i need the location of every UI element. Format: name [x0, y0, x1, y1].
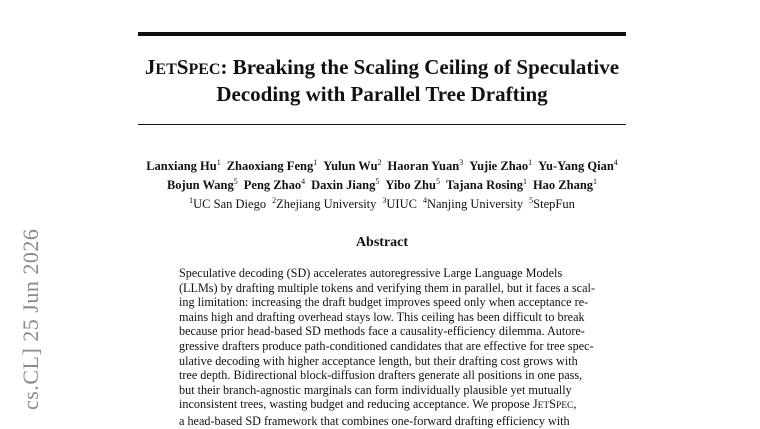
abstract-line: tree depth. Bidirectional block-diffusion drafters generate all positions in one pass,: [179, 368, 583, 383]
affiliation: $^2$Zhejiang University: [272, 196, 377, 212]
affiliation: $^4$Nanjing University: [422, 196, 524, 212]
author-name: Haoran Yuan$^3$: [387, 158, 464, 174]
title-line-1: JETSPEC: Breaking the Scaling Ceiling of Speculative: [144, 55, 620, 79]
author-name: Yibo Zhu$^5$: [385, 177, 440, 193]
affiliation: $^5$StepFun: [529, 196, 575, 212]
affiliation: $^3$UIUC: [382, 196, 417, 212]
abstract-line: but their branch-agnostic marginals can form individually plausible yet mutually: [179, 382, 572, 397]
affiliation-row: [120, 193, 644, 212]
author-block: [120, 155, 644, 212]
abstract-line: Speculative decoding (SD) accelerates autoregressive Large Language Models: [179, 266, 563, 280]
abstract-line: ulative decoding with higher acceptance length, but their drafting cost grows with: [179, 353, 578, 368]
author-name: Peng Zhao$^4$: [243, 177, 306, 193]
method-name: JETSPEC: [144, 55, 221, 79]
author-name: Daxin Jiang$^5$: [311, 177, 380, 193]
author-name: Lanxiang Hu$^1$: [146, 158, 221, 174]
abstract-body: [179, 266, 595, 429]
abstract-line: mains high and drafting overhead stays low. This ceiling has been difficult to break: [179, 309, 585, 324]
abstract-line-partial: a head-based SD framework that combines one-forward drafting efficiency with: [179, 413, 570, 428]
title-top-rule: [138, 32, 626, 36]
author-name: Yulun Wu$^2$: [323, 158, 382, 174]
author-name: Yu-Yang Qian$^4$: [538, 158, 618, 174]
abstract-line: ing limitation: increasing the draft budget improves speed only when acceptance re-: [179, 295, 589, 310]
method-name-inline: JETSPEC: [532, 397, 574, 412]
abstract-line: inconsistent trees, wasting budget and reducing acceptance. We propose JETSPEC,: [179, 397, 577, 412]
author-name: Bojun Wang$^5$: [166, 177, 238, 193]
paper-title: [120, 55, 644, 107]
title-bottom-rule: [138, 124, 626, 125]
title-line-2: Decoding with Parallel Tree Drafting: [216, 82, 548, 106]
author-row-2: [120, 174, 644, 193]
abstract-line: (LLMs) by drafting multiple tokens and verifying them in parallel, but it faces a scal-: [179, 280, 595, 295]
arxiv-side-stamp: cs.CL] 25 Jun 2026: [18, 228, 43, 410]
author-name: Yujie Zhao$^1$: [469, 158, 533, 174]
affiliation: $^1$UC San Diego: [189, 196, 267, 212]
abstract-heading: Abstract: [355, 235, 409, 250]
author-name: Zhaoxiang Feng$^1$: [226, 158, 318, 174]
abstract-line: because prior head-based SD methods face a causality-efficiency dilemma. Autore-: [179, 324, 585, 339]
author-row-1: [120, 155, 644, 174]
author-name: Hao Zhang$^1$: [532, 177, 598, 193]
author-name: Tajana Rosing$^1$: [445, 177, 527, 193]
abstract-line: gressive drafters produce path-conditioned candidates that are effective for tree spec-: [179, 338, 594, 353]
